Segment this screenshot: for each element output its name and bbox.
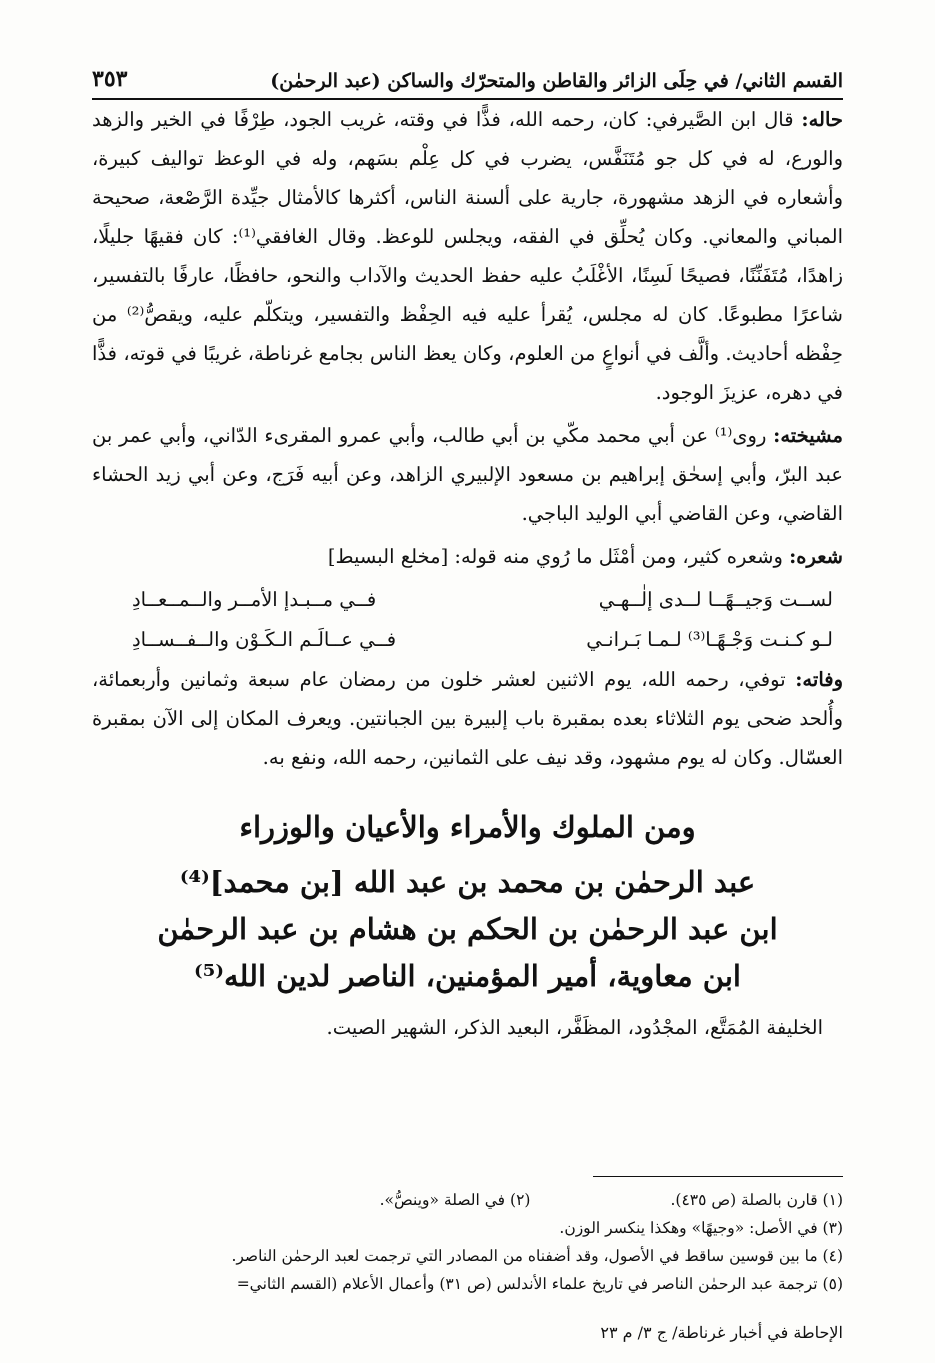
main-text: [92, 100, 843, 1051]
running-header: [92, 52, 843, 100]
footnote-4: (٤) ما بين قوسين ساقط في الأصول، وقد أضفناه من المصادر التي ترجمت لعبد الرحمٰن الناصر.: [231, 1247, 843, 1265]
verse-1-first-hemistich: لســت وَجيــهًــا لــدى إلٰــهـي: [598, 588, 833, 611]
mashyakha-label: مشيخته:: [773, 424, 843, 447]
footnote-3: (٣) في الأصل: «وجيهًا» وهكذا ينكسر الوزن.: [559, 1219, 843, 1237]
mashyakha-text: روى⁽¹⁾ عن أبي محمد مكّي بن أبي طالب، وأبي عمرو المقرىء الدّاني، وأبي عمر بن عبد البرّ، وأبي إسحٰق إبراهيم بن مسعود الإلبيري الزاهد، وعن أبيه فَرَج، وعن أبي زيد الحشاء القاضي، وعن القاضي أبي الوليد الباجي.: [92, 424, 843, 525]
hal-paragraph: [92, 100, 843, 412]
name-heading-line-2: ابن عبد الرحمٰن بن الحكم بن هشام بن عبد الرحمٰن: [157, 912, 778, 946]
mashyakha-paragraph: [92, 416, 843, 533]
shir-paragraph: [92, 537, 843, 576]
verse-2-second-hemistich: فــي عــالَـم الـكَـوْن والــفــســادِ: [132, 628, 397, 651]
hal-text: قال ابن الصَّيرفي: كان، رحمه الله، فذًّا في وقته، غريب الجود، طِرْفًا في الخير والزهد والورع، له في كل جو مُتَنَفَّس، يضرب في كل عِلْم بسَهم، وله في الوعظ تواليف كبيرة، وأشعاره في الزهد مشهورة، جارية على ألسنة الناس، أكثرها كالأمثال جيِّدة الرَّصْعة، صحيحة المباني والمعاني. وكان يُحلِّق في الفقه، ويجلس للوعظ. وقال الغافقي⁽¹⁾: كان فقيهًا جليلًا، زاهدًا، مُتَفَنِّنًا، فصيحًا لَسِنًا، الأغْلَبُ عليه حفظ الحديث والآداب والنحو، حافظًا، عارفًا بالتفسير، شاعرًا مطبوعًا. كان له مجلس، يُقرأ عليه فيه الحِفْظ والتفسير، ويتكلّم عليه، ويقصُّ⁽²⁾ من حِفْظه أحاديث. وألَّف في أنواعٍ من العلوم، وكان يعظ الناس بجامع غرناطة، غريبًا في قوته، فذًّا في دهره، عزيزَ الوجود.: [92, 108, 843, 404]
wafat-label: وفاته:: [795, 668, 843, 691]
footnote-separator: [593, 1176, 843, 1177]
shir-label: شعره:: [789, 545, 843, 568]
name-heading-line-3: ابن معاوية، أمير المؤمنين، الناصر لدين الله⁽⁵⁾: [194, 959, 741, 993]
footnote-2: (٢) في الصلة «وينصُّ».: [379, 1191, 531, 1209]
verse-1-second-hemistich: فــي مــبـدإ الأمــر والــمــعــادِ: [132, 588, 377, 611]
running-title: القسم الثاني/ في حِلَى الزائر والقاطن والمتحرّك والساكن (عبد الرحمٰن): [270, 70, 843, 92]
wafat-text: توفي، رحمه الله، يوم الاثنين لعشر خلون من رمضان عام سبعة وثمانين وأربعمائة، وأُلحد ضحى يوم الثلاثاء بعده بمقبرة باب إلبيرة بين الجبانتين. ويعرف المكان إلى الآن بمقبرة العسّال. وكان له يوم مشهود، وقد نيف على الثمانين، رحمه الله، ونفع به.: [92, 668, 843, 769]
footnote-5: (٥) ترجمة عبد الرحمٰن الناصر في تاريخ علماء الأندلس (ص ٣١) وأعمال الأعلام (القسم الثاني=: [236, 1275, 843, 1293]
name-heading-line-1: عبد الرحمٰن بن محمد بن عبد الله [بن محمد]⁽⁴⁾: [179, 865, 756, 899]
section-heading: ومن الملوك والأمراء والأعيان والوزراء: [239, 810, 696, 844]
verse-2-first-hemistich: لـو كـنـت وَجْـهًـا⁽³⁾ لـمـا بَـرانـي: [586, 628, 833, 651]
running-footer: الإحاطة في أخبار غرناطة/ ج ٣/ م ٢٣: [600, 1323, 843, 1342]
footnotes: [90, 1186, 843, 1298]
verse-line-1: [92, 580, 843, 620]
page-number: ٣٥٣: [92, 66, 128, 92]
footnote-row-1-2: [90, 1186, 843, 1214]
wafat-paragraph: [92, 660, 843, 777]
footnote-1: (١) قارن بالصلة (ص ٤٣٥).: [670, 1191, 843, 1209]
verse-line-2: [92, 620, 843, 660]
hal-label: حاله:: [801, 108, 843, 131]
shir-text: وشعره كثير، ومن أمْثَل ما رُوي منه قوله: [مخلع البسيط]: [327, 545, 783, 568]
epithet-line: الخليفة المُمَتَّع، المجْدُود، المظَفَّر، البعيد الذكر، الشهير الصيت.: [326, 1016, 823, 1039]
